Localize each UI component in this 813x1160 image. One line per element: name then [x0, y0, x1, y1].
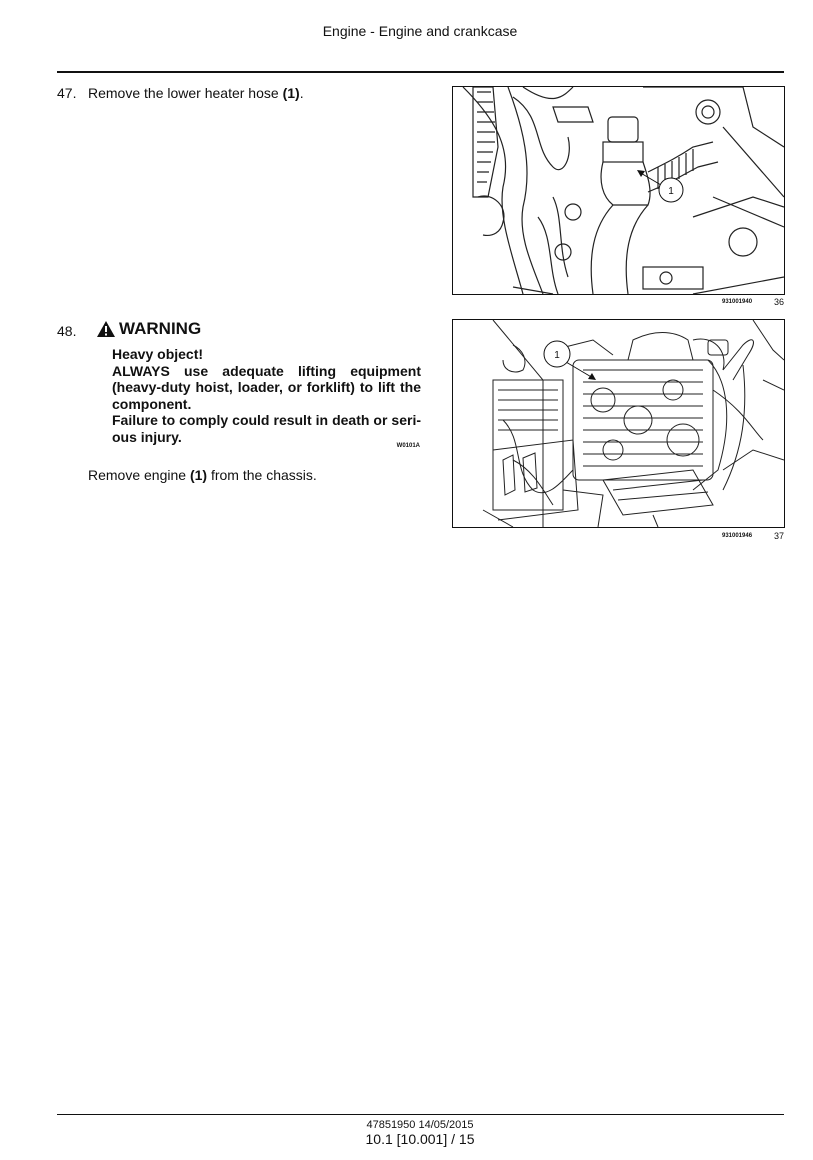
- figure-code: 931001940: [722, 299, 753, 305]
- step-instruction: [88, 85, 304, 101]
- instruction-text: Remove the lower heater hose: [88, 85, 283, 101]
- warning-title: WARNING: [119, 319, 202, 338]
- callout-reference: (1): [189, 467, 208, 483]
- warning-triangle-icon: [96, 320, 116, 338]
- figure-heater-hose: [452, 86, 785, 295]
- warning-heading: [96, 319, 201, 339]
- warning-line: Failure to comply could result in death or seri-ous injury.: [112, 412, 421, 445]
- warning-code: W0101A: [396, 443, 420, 449]
- instruction-text-end: from the chassis.: [207, 467, 317, 483]
- figure-number: 37: [774, 531, 785, 541]
- figure-engine-removal: [452, 319, 785, 528]
- step-instruction: [88, 467, 317, 483]
- callout-reference: (1): [282, 85, 300, 101]
- instruction-text-end: .: [299, 85, 304, 101]
- warning-body: [112, 346, 421, 445]
- step-number: 47.: [57, 85, 77, 101]
- figure-number: 36: [774, 297, 785, 307]
- heater-hose-illustration: [453, 87, 784, 294]
- footer-page-number: 10.1 [10.001] / 15: [365, 1131, 475, 1147]
- figure-callout-number: 1: [668, 186, 674, 197]
- header-rule: [57, 71, 784, 73]
- figure-code: 931001946: [722, 533, 753, 539]
- instruction-text: Remove engine: [88, 467, 190, 483]
- step-number: 48.: [57, 323, 77, 339]
- engine-removal-illustration: [453, 320, 784, 527]
- footer-rule: [57, 1114, 784, 1115]
- page-header-title: Engine - Engine and crankcase: [322, 23, 518, 39]
- warning-line: ALWAYS use adequate lifting equipment (heavy-duty hoist, loader, or forklift) to lift the component.: [112, 362, 421, 412]
- figure-callout-number: 1: [554, 350, 560, 361]
- footer-document-info: 47851950 14/05/2015: [366, 1119, 474, 1131]
- warning-line: Heavy object!: [112, 346, 204, 362]
